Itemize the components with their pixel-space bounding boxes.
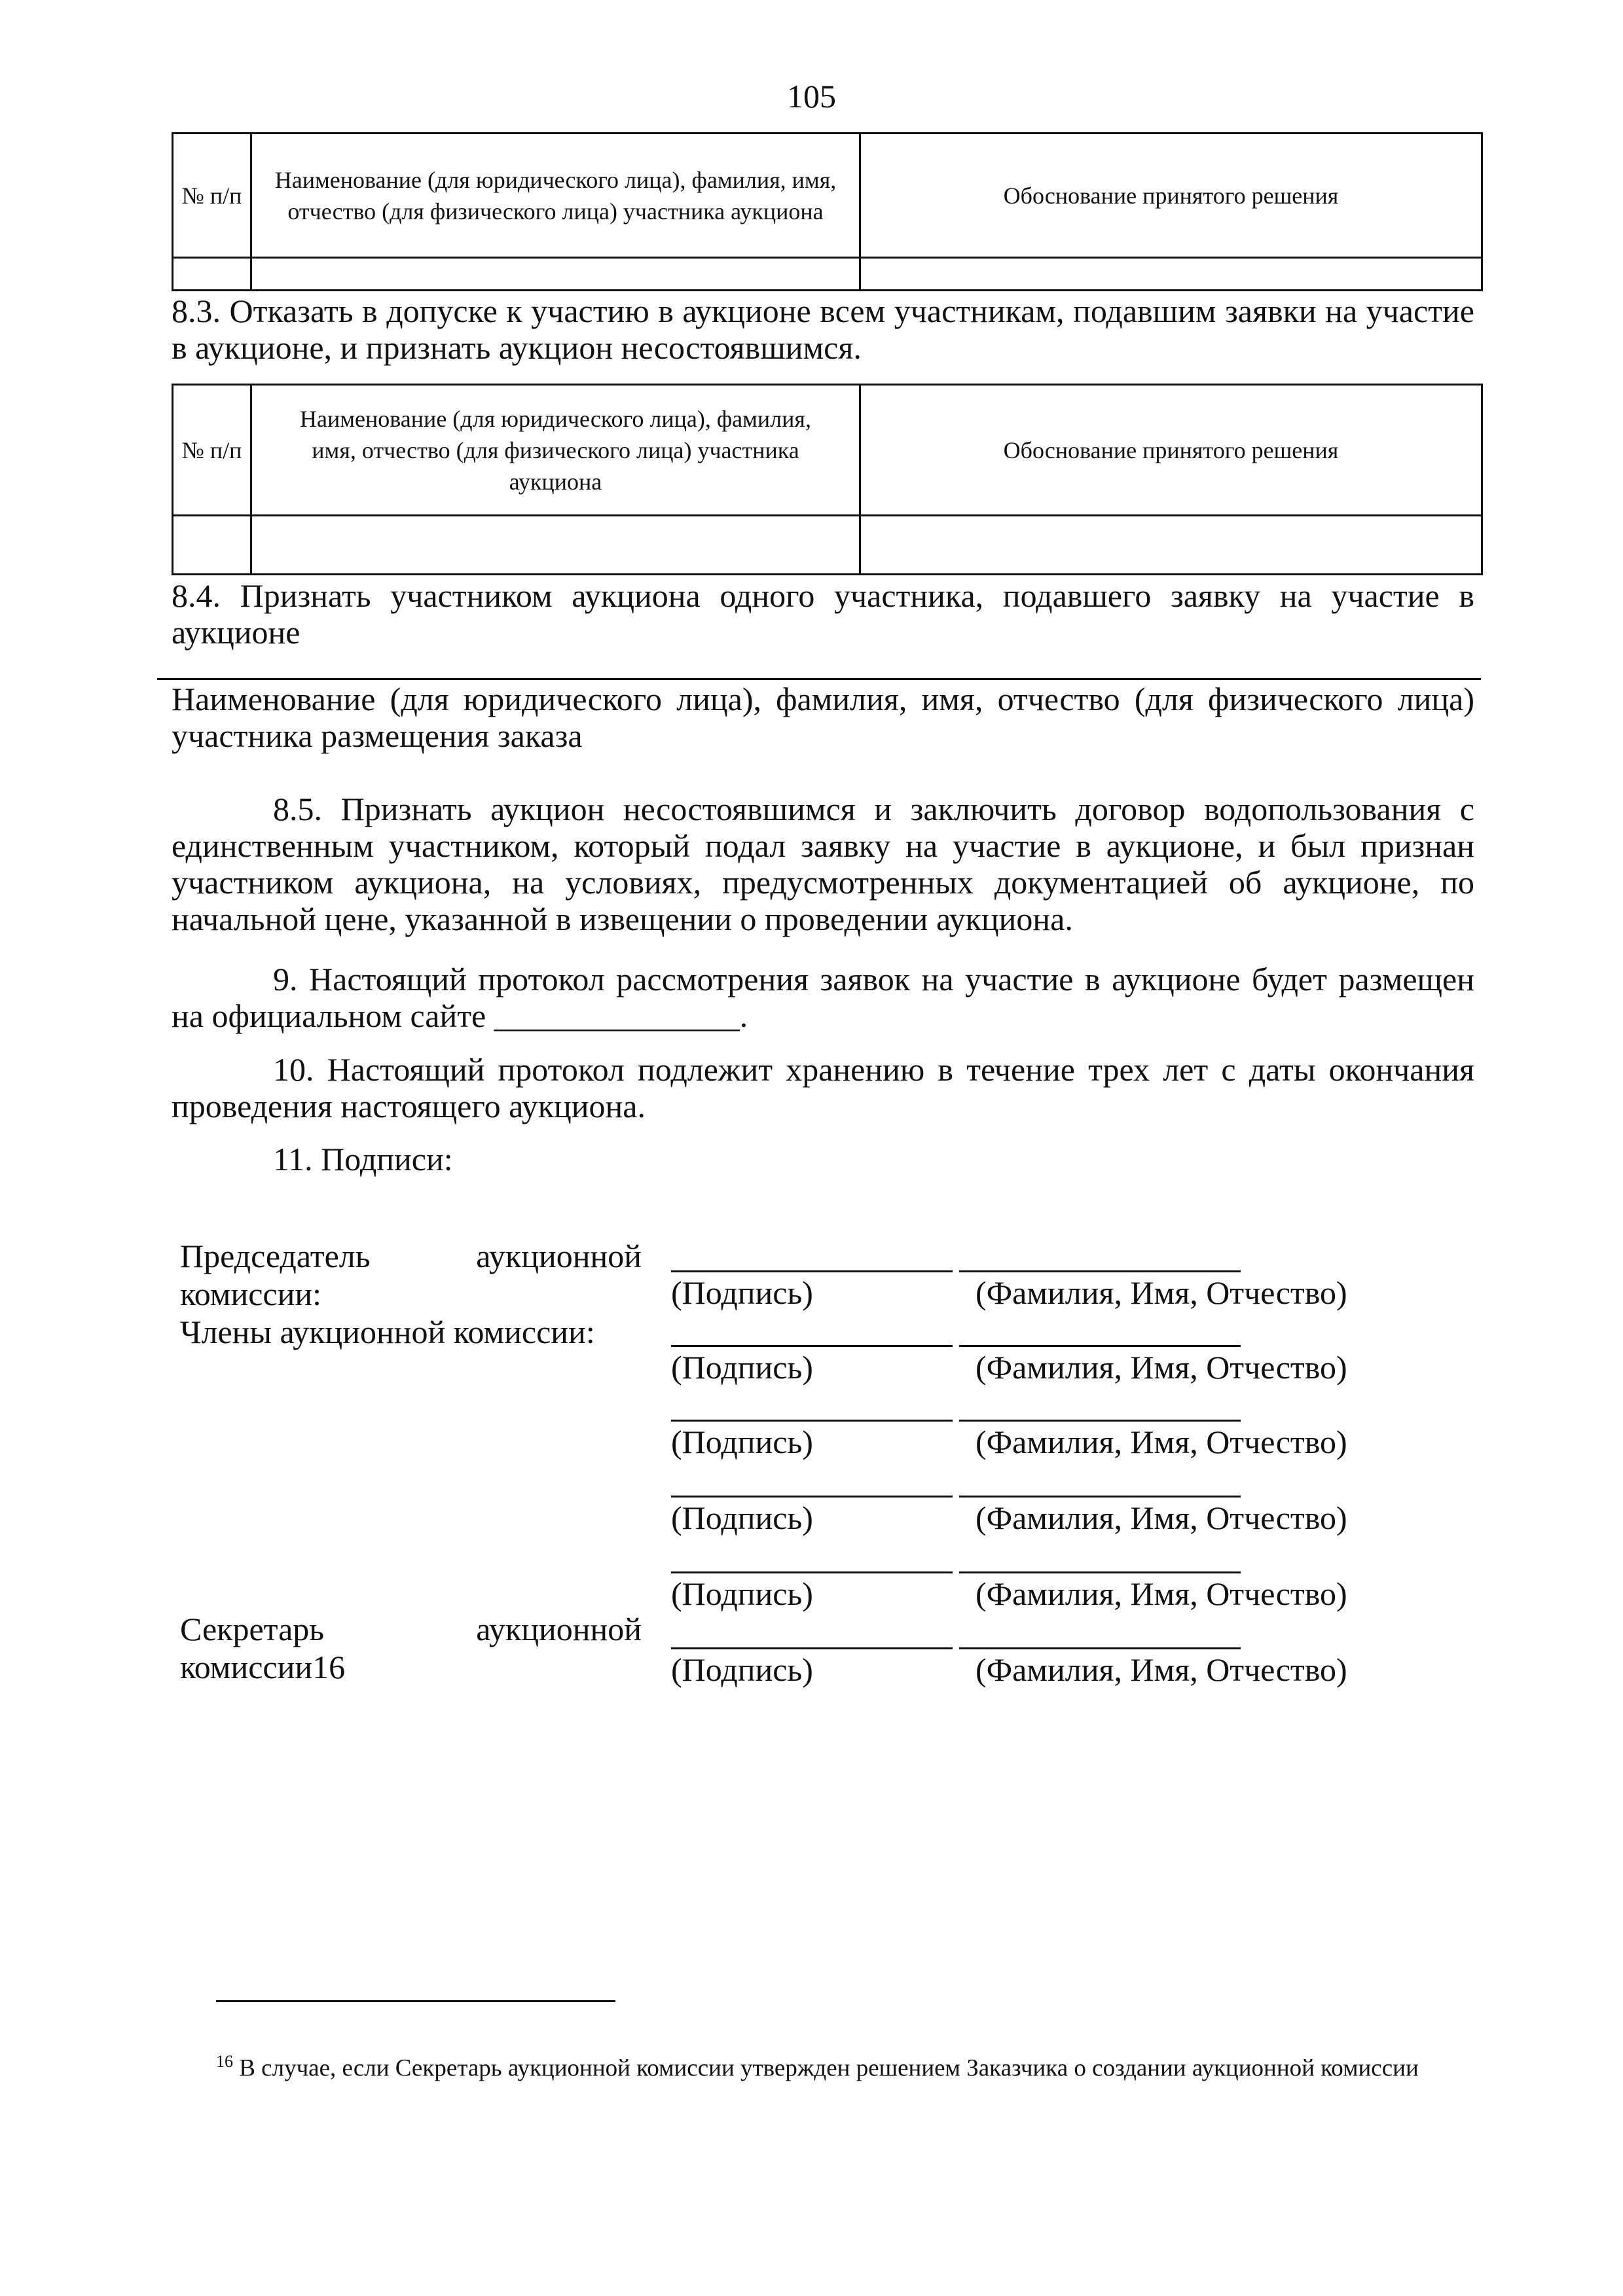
signature-line bbox=[671, 1420, 953, 1422]
participant-name-line bbox=[157, 678, 1481, 680]
chairman-label-1: Председатель аукционной bbox=[180, 1238, 642, 1274]
signature-caption: (Подпись) bbox=[671, 1499, 813, 1536]
footnote-marker: 16 bbox=[216, 2052, 233, 2071]
table-2-header-reason: Обоснование принятого решения bbox=[860, 385, 1482, 516]
signature-caption: (Подпись) bbox=[671, 1651, 813, 1688]
signature-line bbox=[671, 1647, 953, 1649]
fio-line bbox=[959, 1420, 1241, 1422]
section-10: 10. Настоящий протокол подлежит хранению в течение трех лет с даты окончания проведения настоящего аукциона. bbox=[172, 1051, 1474, 1124]
fio-caption: (Фамилия, Имя, Отчество) bbox=[976, 1575, 1347, 1612]
section-8-4: 8.4. Признать участником аукциона одного участника, подавшего заявку на участие в аукционе bbox=[172, 577, 1474, 651]
fio-line bbox=[959, 1647, 1241, 1649]
signature-caption: (Подпись) bbox=[671, 1424, 813, 1460]
fio-line bbox=[959, 1496, 1241, 1498]
fio-line bbox=[959, 1345, 1241, 1347]
signature-caption: (Подпись) bbox=[671, 1349, 813, 1386]
fio-caption: (Фамилия, Имя, Отчество) bbox=[976, 1424, 1347, 1460]
participant-caption: Наименование (для юридического лица), фамилия, имя, отчество (для физического лица) участника размещения заказа bbox=[172, 681, 1474, 754]
signature-caption: (Подпись) bbox=[671, 1274, 813, 1311]
signature-line bbox=[671, 1571, 953, 1573]
fio-caption: (Фамилия, Имя, Отчество) bbox=[976, 1499, 1347, 1536]
fio-caption: (Фамилия, Имя, Отчество) bbox=[976, 1274, 1347, 1311]
page-number: 105 bbox=[787, 78, 836, 115]
footnote-separator bbox=[216, 2000, 615, 2002]
fio-caption: (Фамилия, Имя, Отчество) bbox=[976, 1349, 1347, 1386]
table-2 bbox=[172, 384, 1483, 575]
chairman-label-2: комиссии: bbox=[180, 1276, 321, 1312]
table-1-empty-row bbox=[173, 258, 1482, 291]
signature-line bbox=[671, 1496, 953, 1498]
signature-line bbox=[671, 1270, 953, 1272]
table-2-header-name: Наименование (для юридического лица), фамилия, имя, отчество (для физического лица) участника аукциона bbox=[251, 385, 860, 516]
secretary-label-2: комиссии16 bbox=[180, 1649, 346, 1685]
table-1 bbox=[172, 132, 1483, 291]
table-1-header-name: Наименование (для юридического лица), фамилия, имя, отчество (для физического лица) участника аукциона bbox=[251, 134, 860, 258]
signature-caption: (Подпись) bbox=[671, 1575, 813, 1612]
table-1-header-no: № п/п bbox=[173, 134, 251, 258]
secretary-label-1: Секретарь аукционной bbox=[180, 1611, 642, 1647]
section-9: 9. Настоящий протокол рассмотрения заявок на участие в аукционе будет размещен на официальном сайте _______________. bbox=[172, 961, 1474, 1034]
table-2-header-no: № п/п bbox=[173, 385, 251, 516]
section-8-5: 8.5. Признать аукцион несостоявшимся и заключить договор водопользования с единственным участником, который подал заявку на участие в аукционе, и был признан участником аукциона, на условиях, предусмотренных документацией об аукционе, по начальной цене, указанной в извещении о проведении аукциона. bbox=[172, 791, 1474, 937]
fio-line bbox=[959, 1571, 1241, 1573]
section-11: 11. Подписи: bbox=[273, 1141, 453, 1177]
footnote-text: В случае, если Секретарь аукционной комиссии утвержден решением Заказчика о создании аукционной комиссии bbox=[239, 2054, 1419, 2082]
members-label: Члены аукционной комиссии: bbox=[180, 1314, 595, 1350]
footnote bbox=[169, 2029, 1475, 2101]
fio-caption: (Фамилия, Имя, Отчество) bbox=[976, 1651, 1347, 1688]
section-8-3: 8.3. Отказать в допуске к участию в аукционе всем участникам, подавшим заявки на участие в аукционе, и признать аукцион несостоявшимся. bbox=[172, 293, 1474, 366]
table-2-empty-row bbox=[173, 516, 1482, 575]
fio-line bbox=[959, 1270, 1241, 1272]
table-1-header-reason: Обоснование принятого решения bbox=[860, 134, 1482, 258]
signature-line bbox=[671, 1345, 953, 1347]
